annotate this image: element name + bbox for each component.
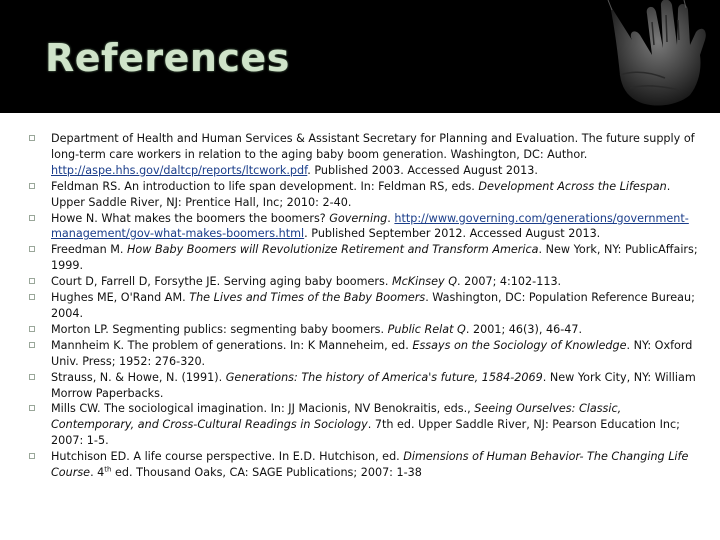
reference-item (0, 449, 720, 481)
reference-text: . 4 (90, 466, 105, 480)
square-bullet-icon (29, 453, 35, 459)
reference-text: . Washington, DC: Population Reference Bureau; 2004. (51, 291, 695, 320)
reference-link[interactable]: http://aspe.hhs.gov/daltcp/reports/ltcwork.pdf (51, 163, 308, 177)
square-bullet-icon (29, 215, 35, 221)
reference-item (0, 242, 720, 274)
reference-item (0, 370, 720, 402)
reference-title: Development Across the Lifespan (478, 179, 667, 193)
elderly-hands-photo-icon (590, 0, 720, 113)
references-list (0, 131, 720, 481)
reference-link[interactable]: http://www.governing.com/generations/government-management/gov-what-makes-boomers.html (51, 211, 689, 241)
square-bullet-icon (29, 183, 35, 189)
reference-text: . Upper Saddle River, NJ: Prentice Hall, Inc; 2010: 2-40. (51, 179, 671, 209)
square-bullet-icon (29, 294, 35, 300)
reference-text: . 2007; 4:102-113. (457, 275, 562, 289)
reference-text: . New York City, NY: William Morrow Paperbacks. (51, 370, 696, 400)
reference-text: Hutchison ED. A life course perspective. In E.D. Hutchison, ed. (51, 450, 404, 464)
reference-title: Generations: The history of America's future, 1584-2069 (225, 370, 543, 384)
reference-text: Feldman RS. An introduction to life span development. In: Feldman RS, eds. (51, 179, 479, 193)
square-bullet-icon (29, 246, 35, 252)
reference-text: . (387, 211, 395, 225)
reference-item (0, 338, 720, 370)
reference-item (0, 274, 720, 290)
slide-header (0, 0, 720, 113)
reference-text: Mannheim K. The problem of generations. In: K Manneheim, ed. (51, 338, 413, 352)
reference-text: Strauss, N. & Howe, N. (1991). (51, 370, 226, 384)
reference-text: Howe N. What makes the boomers the boomers? (51, 211, 330, 225)
reference-title: Governing (329, 211, 388, 225)
reference-text: . 7th ed. Upper Saddle River, NJ: Pearson Education Inc; 2007: 1-5. (51, 418, 680, 448)
square-bullet-icon (29, 342, 35, 348)
reference-title: Dimensions of Human Behavior- The Changing Life Course (51, 450, 689, 480)
square-bullet-icon (29, 135, 35, 141)
reference-text: Freedman M. (51, 243, 128, 257)
reference-item (0, 131, 720, 179)
reference-text: . Published September 2012. Accessed August 2013. (304, 227, 601, 241)
reference-title: Essays on the Sociology of Knowledge (412, 338, 627, 352)
slide-title: References (45, 36, 290, 80)
reference-title: Seeing Ourselves: Classic, Contemporary, and Cross-Cultural Readings in Sociology (51, 402, 622, 432)
reference-text: . NY: Oxford Univ. Press; 1952: 276-320. (51, 338, 693, 368)
reference-item (0, 401, 720, 449)
reference-text: . 2001; 46(3), 46-47. (465, 322, 583, 336)
reference-text: Court D, Farrell D, Forsythe JE. Serving aging baby boomers. (51, 275, 392, 289)
reference-title: The Lives and Times of the Baby Boomers (189, 291, 426, 305)
reference-text: Morton LP. Segmenting publics: segmenting baby boomers. (51, 322, 388, 336)
superscript: th (104, 465, 112, 474)
reference-text: Hughes ME, O'Rand AM. (51, 291, 190, 305)
reference-title: Public Relat Q (387, 322, 466, 336)
reference-text: ed. Thousand Oaks, CA: SAGE Publications; 2007: 1-38 (111, 466, 422, 480)
square-bullet-icon (29, 278, 35, 284)
reference-text: . New York, NY: PublicAffairs; 1999. (51, 243, 698, 273)
reference-item (0, 290, 720, 322)
reference-title: How Baby Boomers will Revolutionize Retirement and Transform America (127, 243, 539, 257)
square-bullet-icon (29, 405, 35, 411)
square-bullet-icon (29, 326, 35, 332)
reference-text: Department of Health and Human Services & Assistant Secretary for Planning and Evaluation. The future supply of long-term care workers in relation to the aging baby boom generation. Washington, DC: Author. (51, 132, 695, 161)
reference-item (0, 322, 720, 338)
reference-title: McKinsey Q (391, 275, 458, 289)
reference-text: . Published 2003. Accessed August 2013. (307, 163, 538, 177)
square-bullet-icon (29, 374, 35, 380)
reference-text: Mills CW. The sociological imagination. In: JJ Macionis, NV Benokraitis, eds., (51, 402, 475, 416)
reference-item (0, 179, 720, 211)
reference-item (0, 211, 720, 243)
